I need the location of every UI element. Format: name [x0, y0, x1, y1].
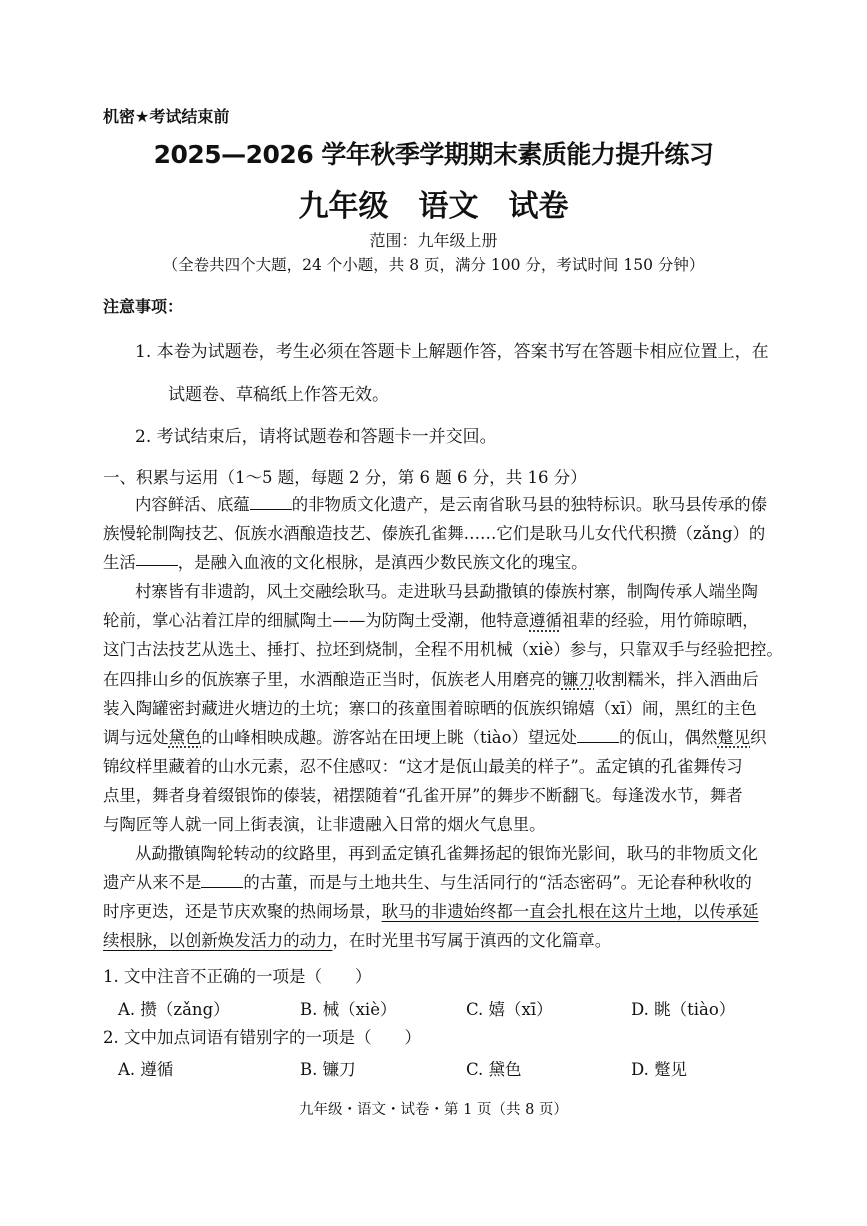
notice-item-1-cont: 试题卷、草稿纸上作答无效。 — [168, 385, 389, 405]
fill-blank — [250, 493, 292, 510]
question-1-option-d: D. 眺（tiào） — [631, 1000, 736, 1019]
question-2-option-b: B. 镰刀 — [300, 1060, 356, 1079]
fill-blank — [136, 548, 178, 565]
dotted-word: 蹩见 — [717, 727, 751, 747]
confidential-label: 机密★考试结束前 — [103, 107, 230, 126]
subject-label: 语文 — [418, 189, 479, 224]
paper-label: 试卷 — [508, 189, 569, 224]
passage-line: 遗产从来不是 的古董，而是与土地共生、与生活同行的“活态密码”。无论春种秋收的 — [103, 868, 768, 897]
passage-line: 装入陶罐密封藏进火塘边的土坑；寨口的孩童围着晾晒的佤族织锦嬉（xī）闹，黑红的主色 — [103, 698, 757, 718]
underlined-sentence: 耿马的非遗始终都一直会扎根在这片土地，以传承延 — [381, 902, 759, 922]
question-1-option-a: A. 攒（zǎng） — [118, 1000, 230, 1019]
dotted-word: 遵循 — [529, 611, 562, 631]
exam-title: 2025—2026 学年秋季学期期末素质能力提升练习 — [153, 140, 714, 169]
passage-line: 内容鲜活、底蕴 的非物质文化遗产，是云南省耿马县的独特标识。耿马县传承的傣 — [103, 490, 768, 519]
underlined-sentence: 续根脉，以创新焕发活力的动力 — [103, 931, 333, 951]
notice-item-1: 1. 本卷为试题卷，考生必须在答题卡上解题作答，答案书写在答题卡相应位置上，在 — [135, 342, 769, 362]
passage-line: 续根脉，以创新焕发活力的动力 ，在时光里书写属于滇西的文化篇章。 — [103, 926, 768, 955]
question-1-option-b: B. 械（xiè） — [300, 1000, 397, 1019]
question-1-stem: 1. 文中注音不正确的一项是（ ） — [103, 967, 372, 986]
exam-scope: 范围：九年级上册 — [369, 231, 498, 250]
fill-blank — [201, 871, 243, 888]
exam-subject-title — [0, 181, 867, 225]
grade-label: 九年级 — [298, 189, 389, 224]
notice-item-2: 2. 考试结束后，请将试题卷和答题卡一并交回。 — [135, 427, 497, 447]
question-1-option-c: C. 嬉（xī） — [466, 1000, 553, 1019]
notice-heading: 注意事项： — [103, 297, 184, 316]
passage-line: 点里，舞者身着缀银饰的傣装，裙摆随着“孔雀开屏”的舞步不断翻飞。每逢泼水节，舞者 — [103, 785, 743, 805]
page-footer: 九年级・语文・试卷・第 1 页（共 8 页） — [299, 1102, 568, 1118]
question-2-stem: 2. 文中加点词语有错别字的一项是（ ） — [103, 1028, 421, 1047]
passage-line: 与陶匠等人就一同上街表演，让非遗融入日常的烟火气息里。 — [103, 815, 546, 835]
passage-line: 村寨皆有非遗韵，风土交融绘耿马。走进耿马县勐撒镇的傣族村寨，制陶传承人端坐陶 — [135, 582, 758, 602]
passage-line: 轮前，掌心沾着江岸的细腻陶土——为防陶土受潮，他特意遵循祖辈的经验，用竹筛晾晒， — [103, 611, 759, 631]
passage-line: 从勐撒镇陶轮转动的纹路里，再到孟定镇孔雀舞扬起的银饰光影间，耿马的非物质文化 — [135, 844, 758, 864]
dotted-word: 黛色 — [168, 727, 202, 747]
passage-line: 锦纹样里藏着的山水元素，忍不住感叹：“这才是佤山最美的样子”。孟定镇的孔雀舞传习 — [103, 756, 743, 776]
section-heading: 一、积累与运用（1～5 题，每题 2 分，第 6 题 6 分，共 16 分） — [103, 468, 587, 487]
question-2-option-d: D. 蹩见 — [631, 1060, 688, 1079]
passage-line: 调与远处黛色的山峰相映成趣。游客站在田埂上眺（tiào）望远处 的佤山，偶然蹩见织 — [103, 723, 768, 752]
dotted-word: 镰刀 — [561, 669, 595, 689]
passage-line: 族慢轮制陶技艺、佤族水酒酿造技艺、傣族孔雀舞……它们是耿马儿女代代积攒（zǎng）的 — [103, 524, 766, 544]
question-2-option-a: A. 遵循 — [118, 1060, 174, 1079]
fill-blank — [577, 725, 619, 742]
exam-summary: （全卷共四个大题，24 个小题，共 8 页，满分 100 分，考试时间 150 分钟） — [162, 256, 705, 274]
reading-passage — [103, 490, 783, 956]
passage-line: 在四排山乡的佤族寨子里，水酒酿造正当时，佤族老人用磨亮的镰刀收割糯米，拌入酒曲后 — [103, 669, 759, 689]
passage-line: 这门古法技艺从选土、捶打、拉坯到烧制，全程不用机械（xiè）参与，只靠双手与经验把控。 — [103, 640, 783, 660]
question-2-option-c: C. 黛色 — [466, 1060, 522, 1079]
passage-line: 时序更迭，还是节庆欢聚的热闹场景，耿马的非遗始终都一直会扎根在这片土地，以传承延 — [103, 902, 759, 922]
passage-line: 生活 ，是融入血液的文化根脉，是滇西少数民族文化的瑰宝。 — [103, 548, 768, 577]
